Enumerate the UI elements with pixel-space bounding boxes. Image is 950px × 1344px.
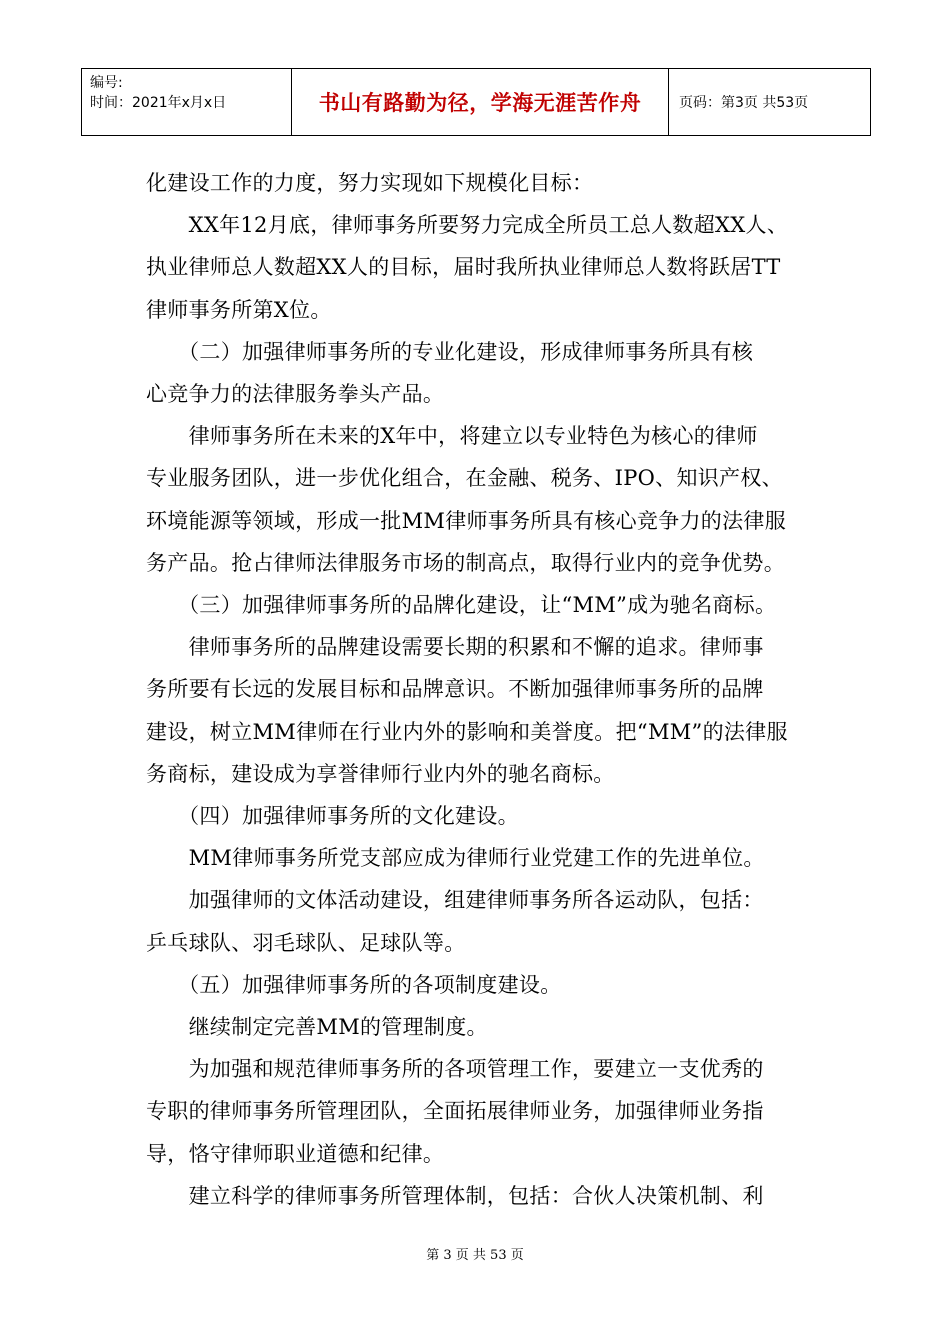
body-line: 化建设工作的力度，努力实现如下规模化目标： bbox=[146, 171, 594, 195]
header-table bbox=[81, 68, 871, 136]
body-line: 导，恪守律师职业道德和纪律。 bbox=[146, 1141, 445, 1166]
body-line: 务所要有长远的发展目标和品牌意识。不断加强律师事务所的品牌 bbox=[146, 677, 764, 702]
body-line: 专职的律师事务所管理团队，全面拓展律师业务，加强律师业务指 bbox=[146, 1099, 764, 1124]
document-body bbox=[146, 162, 818, 1217]
body-line: 专业服务团队，进一步优化组合，在金融、税务、IPO、知识产权、 bbox=[146, 466, 783, 491]
document-number-label: 编号: bbox=[90, 75, 123, 91]
body-line: 心竞争力的法律服务拳头产品。 bbox=[146, 382, 445, 407]
body-line: 执业律师总人数超XX人的目标，届时我所执业律师总人数将跃居TT bbox=[146, 255, 781, 280]
body-line: 加强律师的文体活动建设，组建律师事务所各运动队，包括： bbox=[146, 888, 764, 913]
body-line: 务产品。抢占律师法律服务市场的制高点，取得行业内的竞争优势。 bbox=[146, 550, 785, 575]
body-line: （二）加强律师事务所的专业化建设，形成律师事务所具有核 bbox=[146, 339, 754, 364]
header-page-label: 页码：第3页 共53页 bbox=[669, 69, 871, 136]
body-line: 务商标，建设成为享誉律师行业内外的驰名商标。 bbox=[146, 761, 615, 786]
document-date-label: 时间：2021年x月x日 bbox=[90, 95, 227, 111]
body-line: 环境能源等领域，形成一批MM律师事务所具有核心竞争力的法律服 bbox=[146, 508, 787, 533]
body-line: 建设，树立MM律师在行业内外的影响和美誉度。把“MM”的法律服 bbox=[146, 719, 788, 744]
body-line: 建立科学的律师事务所管理体制，包括：合伙人决策机制、利 bbox=[146, 1183, 764, 1208]
body-line: MM律师事务所党支部应成为律师行业党建工作的先进单位。 bbox=[146, 846, 765, 871]
body-line: 乒乓球队、羽毛球队、足球队等。 bbox=[146, 930, 466, 955]
body-line: 律师事务所的品牌建设需要长期的积累和不懈的追求。律师事 bbox=[146, 635, 764, 660]
body-line: （五）加强律师事务所的各项制度建设。 bbox=[146, 972, 562, 997]
body-line: 律师事务所在未来的X年中，将建立以专业特色为核心的律师 bbox=[146, 424, 758, 449]
body-line: （四）加强律师事务所的文化建设。 bbox=[146, 804, 519, 829]
body-line: XX年12月底，律师事务所要努力完成全所员工总人数超XX人、 bbox=[146, 213, 789, 238]
header-left-cell bbox=[82, 69, 292, 136]
body-line: 继续制定完善MM的管理制度。 bbox=[146, 1015, 488, 1040]
body-line: 为加强和规范律师事务所的各项管理工作，要建立一支优秀的 bbox=[146, 1057, 764, 1082]
body-line: 律师事务所第X位。 bbox=[146, 297, 332, 322]
header-motto: 书山有路勤为径，学海无涯苦作舟 bbox=[292, 69, 669, 136]
page-footer: 第 3 页 共 53 页 bbox=[426, 1248, 524, 1263]
body-line: （三）加强律师事务所的品牌化建设，让“MM”成为驰名商标。 bbox=[146, 593, 777, 618]
